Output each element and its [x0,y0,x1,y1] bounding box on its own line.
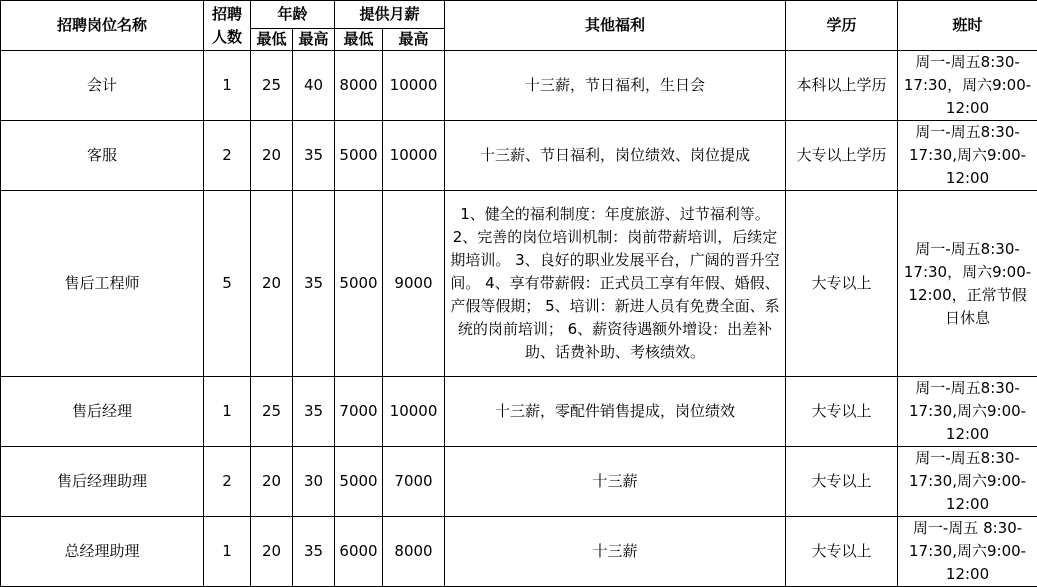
position-name: 总经理助理 [1,517,204,587]
header-age: 年龄 [251,1,335,29]
headcount: 5 [204,191,251,377]
position-name: 售后经理助理 [1,447,204,517]
salary-max: 10000 [383,377,445,447]
education: 大专以上 [786,191,898,377]
position-name: 会计 [1,51,204,121]
header-age-max: 最高 [293,29,335,51]
header-salary-max: 最高 [383,29,445,51]
headcount: 1 [204,51,251,121]
age-max: 40 [293,51,335,121]
age-max: 35 [293,191,335,377]
benefits: 十三薪，节日福利，生日会 [445,51,786,121]
headcount: 2 [204,121,251,191]
education: 大专以上 [786,447,898,517]
header-education: 学历 [786,1,898,51]
salary-min: 6000 [335,517,383,587]
benefits: 十三薪 [445,517,786,587]
header-row-top [1,1,1037,29]
position-name: 售后经理 [1,377,204,447]
age-min: 20 [251,447,293,517]
education: 大专以上学历 [786,121,898,191]
header-salary-min: 最低 [335,29,383,51]
benefits: 十三薪、节日福利，岗位绩效、岗位提成 [445,121,786,191]
salary-min: 5000 [335,447,383,517]
table-row [1,51,1037,121]
schedule: 周一-周五8:30-17:30，周六9:00-12:00，正常节假日休息 [898,191,1037,377]
position-name: 客服 [1,121,204,191]
table-row [1,447,1037,517]
header-headcount: 招聘人数 [204,1,251,51]
salary-min: 5000 [335,121,383,191]
schedule: 周一-周五8:30-17:30,周六9:00-12:00 [898,447,1037,517]
education: 本科以上学历 [786,51,898,121]
salary-max: 10000 [383,121,445,191]
age-max: 35 [293,121,335,191]
benefits: 1、健全的福利制度：年度旅游、过节福利等。 2、完善的岗位培训机制：岗前带薪培训，后续定期培训。 3、良好的职业发展平台，广阔的晋升空间。 4、享有带薪假：正式员工享有年假、婚假、产假等假期； 5、培训：新进人员有免费全面、系统的岗前培训； 6、薪资待遇额外增设：出差补助、话费补助、考核绩效。 [445,191,786,377]
salary-min: 5000 [335,191,383,377]
education: 大专以上 [786,517,898,587]
salary-min: 7000 [335,377,383,447]
salary-max: 7000 [383,447,445,517]
table-row [1,121,1037,191]
header-position-name: 招聘岗位名称 [1,1,204,51]
header-age-min: 最低 [251,29,293,51]
schedule: 周一-周五8:30-17:30，周六9:00-12:00 [898,51,1037,121]
salary-max: 9000 [383,191,445,377]
age-max: 35 [293,517,335,587]
benefits: 十三薪，零配件销售提成，岗位绩效 [445,377,786,447]
headcount: 1 [204,377,251,447]
table-row [1,191,1037,377]
headcount: 2 [204,447,251,517]
schedule: 周一-周五8:30-17:30,周六9:00-12:00 [898,377,1037,447]
table-row [1,377,1037,447]
header-salary: 提供月薪 [335,1,445,29]
headcount: 1 [204,517,251,587]
salary-min: 8000 [335,51,383,121]
position-name: 售后工程师 [1,191,204,377]
age-min: 20 [251,121,293,191]
header-benefits: 其他福利 [445,1,786,51]
age-min: 20 [251,517,293,587]
age-min: 20 [251,191,293,377]
education: 大专以上 [786,377,898,447]
age-min: 25 [251,51,293,121]
table-row [1,517,1037,587]
salary-max: 10000 [383,51,445,121]
schedule: 周一-周五 8:30-17:30,周六9:00-12:00 [898,517,1037,587]
header-schedule: 班时 [898,1,1037,51]
schedule: 周一-周五8:30-17:30,周六9:00-12:00 [898,121,1037,191]
age-max: 30 [293,447,335,517]
benefits: 十三薪 [445,447,786,517]
salary-max: 8000 [383,517,445,587]
age-max: 35 [293,377,335,447]
age-min: 25 [251,377,293,447]
